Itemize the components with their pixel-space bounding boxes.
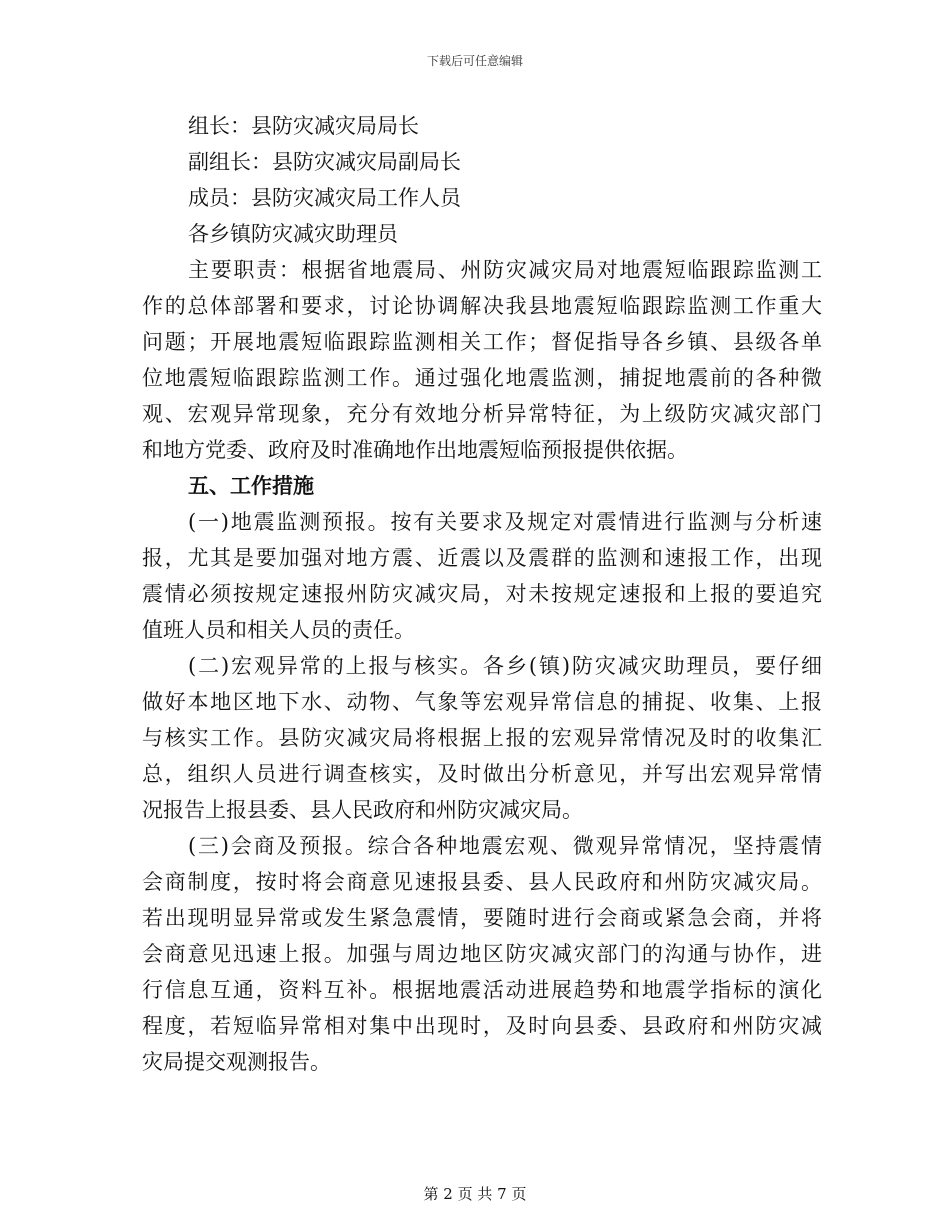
text-line: 作的总体部署和要求，讨论协调解决我县地震短临跟踪监测工作重大 bbox=[142, 294, 822, 318]
text-line: 问题；开展地震短临跟踪监测相关工作；督促指导各乡镇、县级各单 bbox=[142, 330, 822, 354]
text-line: 和地方党委、政府及时准确地作出地震短临预报提供依据。 bbox=[142, 438, 688, 462]
text-line: 组长：县防灾减灾局局长 bbox=[188, 114, 419, 138]
text-line: 报，尤其是要加强对地方震、近震以及震群的监测和速报工作，出现 bbox=[142, 546, 822, 570]
text-line: (一)地震监测预报。按有关要求及规定对震情进行监测与分析速 bbox=[188, 510, 822, 534]
text-line: 若出现明显异常或发生紧急震情，要随时进行会商或紧急会商，并将 bbox=[142, 906, 822, 930]
text-line: 观、宏观异常现象，充分有效地分析异常特征，为上级防灾减灾部门 bbox=[142, 402, 822, 426]
text-line: 主要职责：根据省地震局、州防灾减灾局对地震短临跟踪监测工 bbox=[188, 258, 822, 282]
section-heading: 五、工作措施 bbox=[188, 473, 314, 498]
text-line: 值班人员和相关人员的责任。 bbox=[142, 618, 415, 642]
text-line: 况报告上报县委、县人民政府和州防灾减灾局。 bbox=[142, 798, 583, 822]
text-line: 副组长：县防灾减灾局副局长 bbox=[188, 150, 461, 174]
text-line: 与核实工作。县防灾减灾局将根据上报的宏观异常情况及时的收集汇 bbox=[142, 726, 822, 750]
document-body bbox=[142, 108, 822, 1080]
text-line: 灾局提交观测报告。 bbox=[142, 1050, 331, 1074]
text-line: (三)会商及预报。综合各种地震宏观、微观异常情况，坚持震情 bbox=[188, 834, 822, 858]
text-line: 总，组织人员进行调查核实，及时做出分析意见，并写出宏观异常情 bbox=[142, 762, 822, 786]
text-line: 会商意见迅速上报。加强与周边地区防灾减灾部门的沟通与协作，进 bbox=[142, 942, 822, 966]
text-line: 各乡镇防灾减灾助理员 bbox=[188, 222, 398, 246]
text-line: 程度，若短临异常相对集中出现时，及时向县委、县政府和州防灾减 bbox=[142, 1014, 822, 1038]
text-line: (二)宏观异常的上报与核实。各乡(镇)防灾减灾助理员，要仔细 bbox=[188, 654, 822, 678]
text-line: 做好本地区地下水、动物、气象等宏观异常信息的捕捉、收集、上报 bbox=[142, 690, 822, 714]
page-header: 下载后可任意编辑 bbox=[426, 54, 523, 68]
text-line: 成员：县防灾减灾局工作人员 bbox=[188, 186, 461, 210]
text-line: 行信息互通，资料互补。根据地震活动进展趋势和地震学指标的演化 bbox=[142, 978, 822, 1002]
text-line: 震情必须按规定速报州防灾减灾局，对未按规定速报和上报的要追究 bbox=[142, 582, 822, 606]
text-line: 位地震短临跟踪监测工作。通过强化地震监测，捕捉地震前的各种微 bbox=[142, 366, 822, 390]
page-footer: 第 2 页 共 7 页 bbox=[423, 1185, 527, 1203]
text-line: 会商制度，按时将会商意见速报县委、县人民政府和州防灾减灾局。 bbox=[142, 870, 822, 894]
